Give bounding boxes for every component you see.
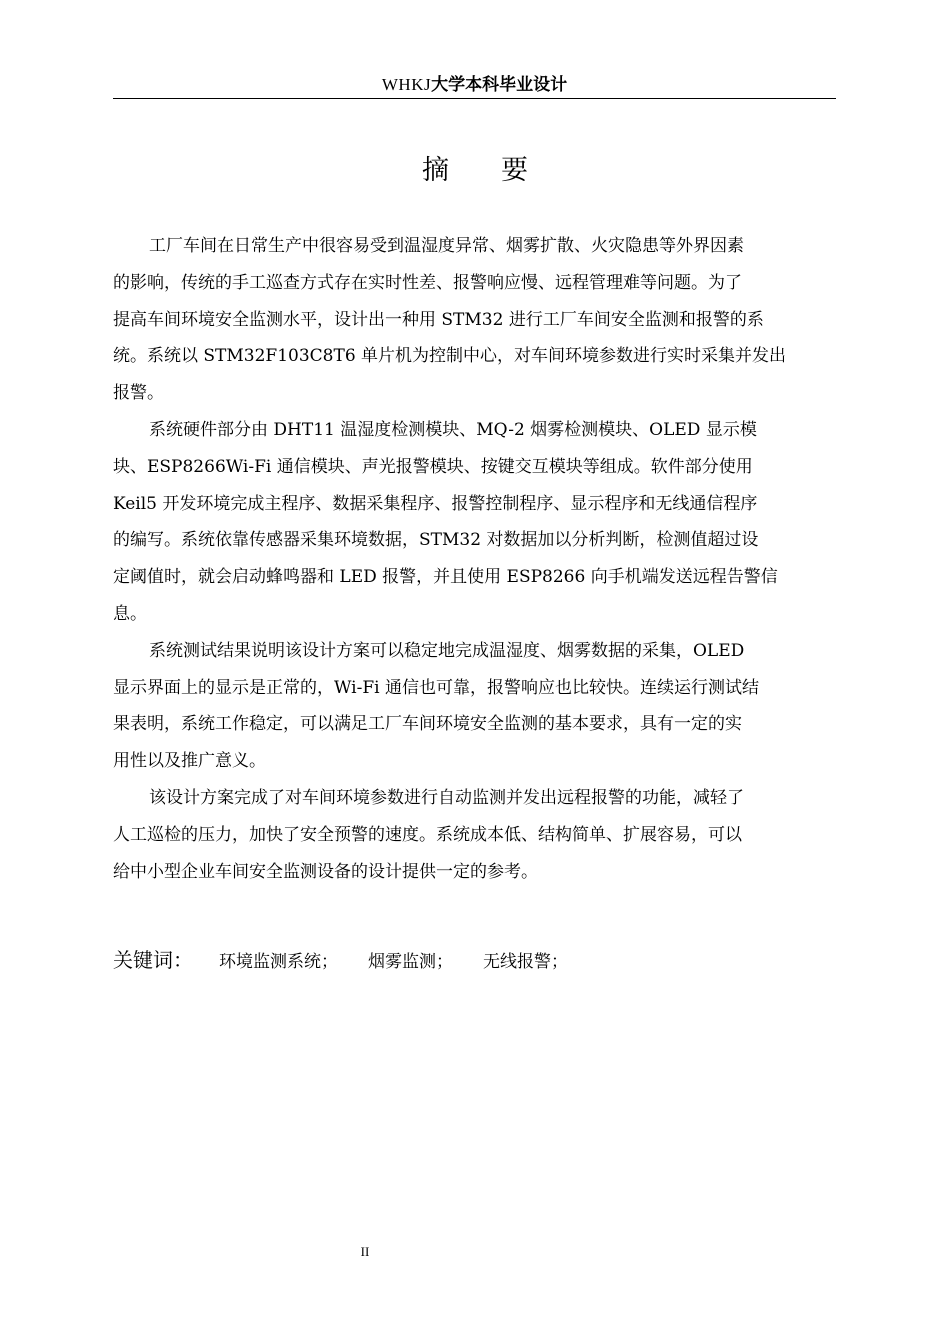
text-line: 显示界面上的显示是正常的，Wi-Fi 通信也可靠，报警响应也比较快。连续运行测试结	[113, 677, 759, 698]
text-line: 块、ESP8266Wi-Fi 通信模块、声光报警模块、按键交互模块等组成。软件部分使用	[113, 456, 753, 477]
header-title: 大学本科毕业设计	[431, 75, 568, 95]
text-line: 工厂车间在日常生产中很容易受到温湿度异常、烟雾扩散、火灾隐患等外界因素	[149, 236, 744, 256]
header-code: WHKJ	[381, 75, 432, 94]
paragraph-1	[113, 228, 838, 412]
text-line: 的编写。系统依靠传感器采集环境数据，STM32 对数据加以分析判断，检测值超过设	[113, 530, 759, 551]
page-header	[113, 72, 836, 98]
keywords-line	[113, 943, 838, 977]
text-line: 定阈值时，就会启动蜂鸣器和 LED 报警，并且使用 ESP8266 向手机端发送远程告警信	[113, 567, 778, 588]
abstract-heading	[0, 152, 950, 190]
paragraph-2	[113, 412, 838, 633]
abstract-body	[113, 228, 838, 890]
text-line: 人工巡检的压力，加快了安全预警的速度。系统成本低、结构简单、扩展容易，可以	[113, 824, 742, 845]
header-divider	[113, 98, 836, 99]
text-line: Keil5 开发环境完成主程序、数据采集程序、报警控制程序、显示程序和无线通信程序	[113, 493, 758, 514]
text-line: 提高车间环境安全监测水平，设计出一种用 STM32 进行工厂车间安全监测和报警的系	[113, 309, 764, 330]
keyword: 烟雾监测；	[368, 952, 453, 972]
text-line: 用性以及推广意义。	[113, 751, 266, 772]
page-number: II	[360, 1244, 370, 1259]
text-line: 系统硬件部分由 DHT11 温湿度检测模块、MQ-2 烟雾检测模块、OLED 显示模	[149, 419, 757, 440]
text-line: 系统测试结果说明该设计方案可以稳定地完成温湿度、烟雾数据的采集，OLED	[149, 640, 745, 661]
keyword: 环境监测系统；	[219, 952, 338, 972]
text-line: 果表明，系统工作稳定，可以满足工厂车间环境安全监测的基本要求，具有一定的实	[113, 714, 742, 735]
text-line: 统。系统以 STM32F103C8T6 单片机为控制中心，对车间环境参数进行实时采集并发出	[113, 346, 787, 367]
abstract-heading-char-2: 要	[501, 155, 528, 186]
keywords-label: 关键词：	[113, 948, 193, 972]
paragraph-4	[113, 780, 838, 890]
text-line: 息。	[113, 603, 147, 624]
text-line: 报警。	[113, 383, 164, 404]
paragraph-3	[113, 633, 838, 780]
keyword: 无线报警；	[483, 952, 568, 972]
abstract-heading-char-1: 摘	[422, 155, 449, 186]
text-line: 的影响，传统的手工巡查方式存在实时性差、报警响应慢、远程管理难等问题。为了	[113, 272, 742, 293]
text-line: 该设计方案完成了对车间环境参数进行自动监测并发出远程报警的功能，减轻了	[149, 787, 744, 808]
text-line: 给中小型企业车间安全监测设备的设计提供一定的参考。	[113, 861, 538, 882]
